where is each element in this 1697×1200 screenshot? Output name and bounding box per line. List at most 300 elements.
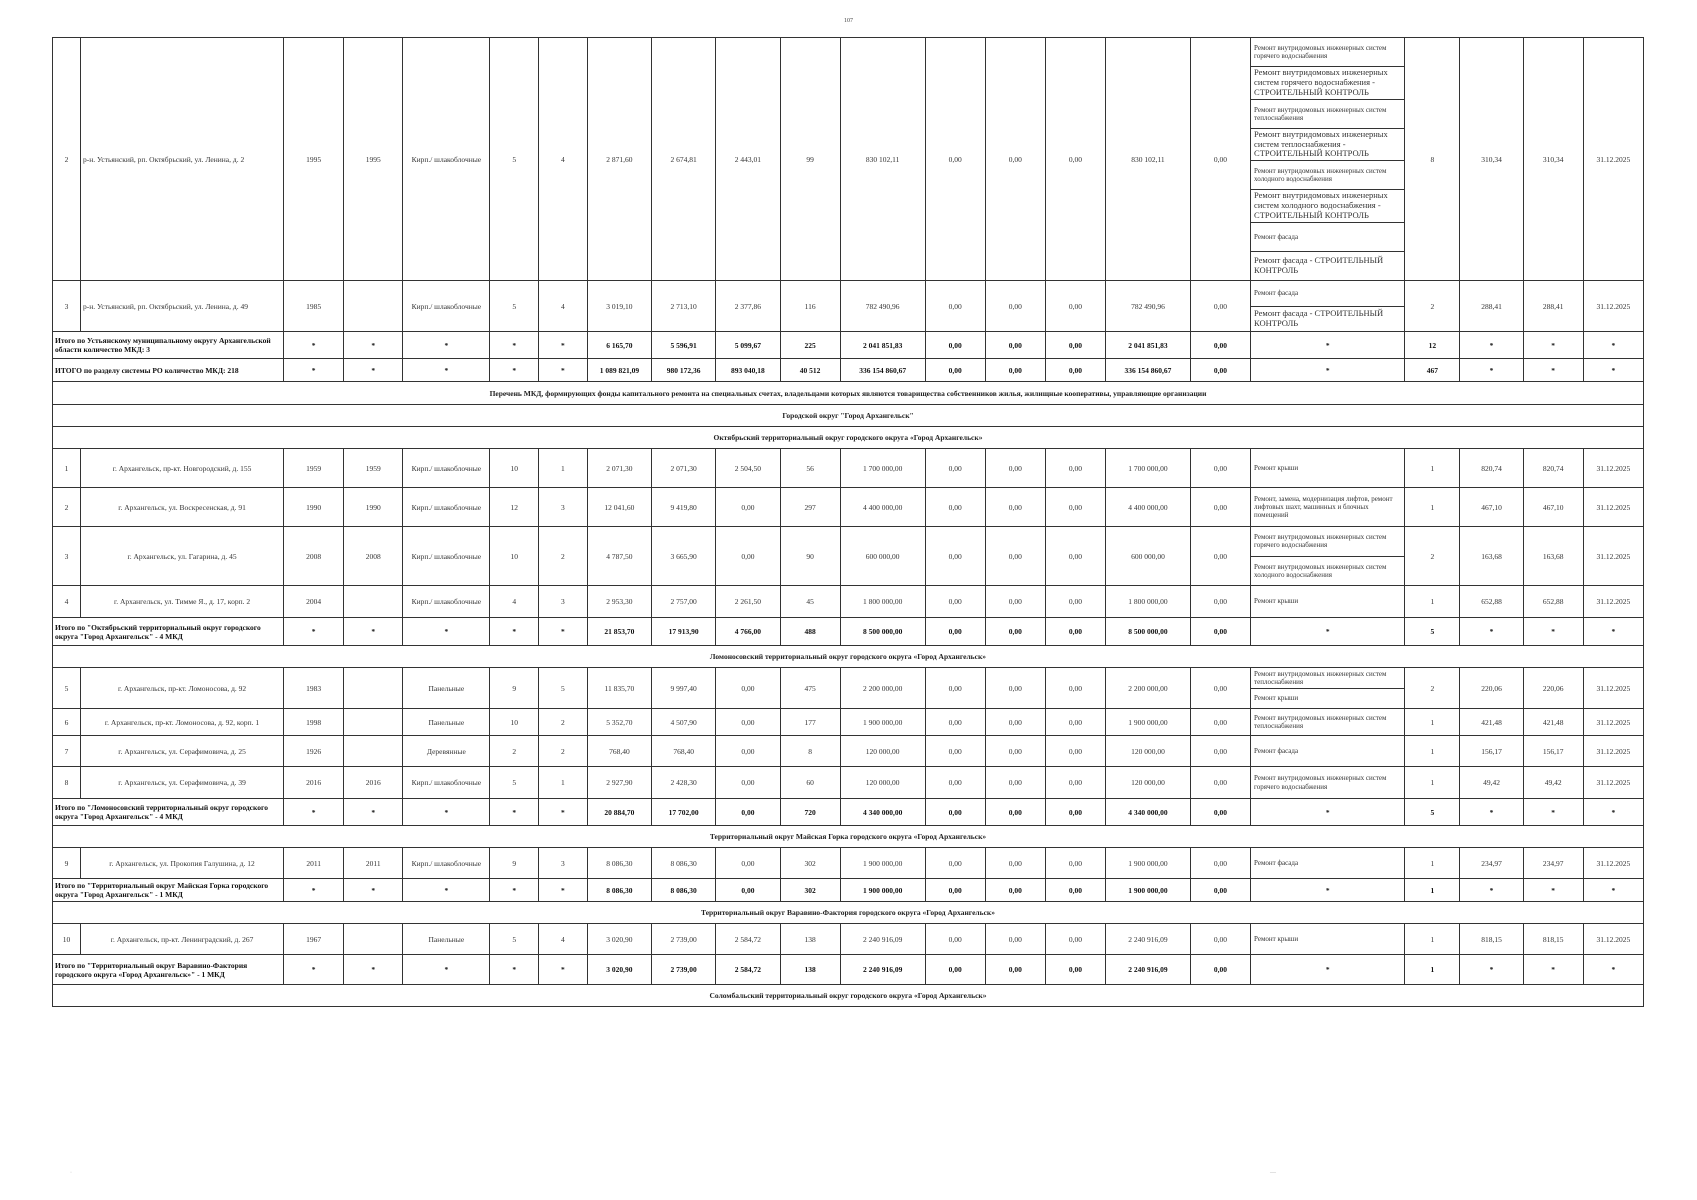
total-work-count: 1 xyxy=(1405,955,1460,985)
cell-area-premises: 2 674,81 xyxy=(652,38,716,281)
cell-address: г. Архангельск, пр-кт. Ломоносова, д. 92, корп. 1 xyxy=(80,709,283,736)
cell-year-built: 1967 xyxy=(284,924,344,955)
total-c2: 0,00 xyxy=(985,332,1045,359)
total-c4: 0,00 xyxy=(1190,879,1250,902)
cell-unit-cost: 310,34 xyxy=(1460,38,1523,281)
cell-c1: 0,00 xyxy=(925,848,985,879)
work-item: Ремонт внутридомовых инженерных систем теплоснабжения xyxy=(1254,713,1387,730)
cell-cost-total: 1 900 000,00 xyxy=(840,709,925,736)
cell-works xyxy=(1251,709,1405,736)
cell-c3: 0,00 xyxy=(1045,709,1105,736)
total-placeholder: * xyxy=(1583,879,1643,902)
cell-residents: 8 xyxy=(780,736,840,767)
total-cost-total: 336 154 860,67 xyxy=(840,359,925,382)
cell-c4: 0,00 xyxy=(1190,586,1250,618)
total-work-count: 467 xyxy=(1405,359,1460,382)
total-c3: 0,00 xyxy=(1045,618,1105,646)
cell-entrances: 3 xyxy=(539,488,588,527)
cell-c3: 0,00 xyxy=(1045,767,1105,799)
cell-total-area: 5 352,70 xyxy=(587,709,651,736)
cell-n: 1 xyxy=(53,449,81,488)
total-c4: 0,00 xyxy=(1190,618,1250,646)
total-placeholder: * xyxy=(539,618,588,646)
total-placeholder: * xyxy=(1523,359,1583,382)
work-item: Ремонт внутридомовых инженерных систем теплоснабжения xyxy=(1251,100,1404,129)
cell-deadline: 31.12.2025 xyxy=(1583,488,1643,527)
cell-residents: 99 xyxy=(780,38,840,281)
works-list xyxy=(1251,586,1404,617)
table-row xyxy=(53,449,1644,488)
cell-total-area: 768,40 xyxy=(587,736,651,767)
total-c2: 0,00 xyxy=(985,799,1045,826)
cell-max-cost: 288,41 xyxy=(1523,281,1583,332)
cell-entrances: 5 xyxy=(539,668,588,709)
cell-residents: 302 xyxy=(780,848,840,879)
cell-c2: 0,00 xyxy=(985,527,1045,586)
table-row xyxy=(53,668,1644,709)
cell-n: 6 xyxy=(53,709,81,736)
cell-cost-owners: 1 900 000,00 xyxy=(1105,709,1190,736)
cell-residents: 116 xyxy=(780,281,840,332)
cell-area-premises: 2 428,30 xyxy=(652,767,716,799)
cell-n: 2 xyxy=(53,488,81,527)
cell-cost-owners: 4 400 000,00 xyxy=(1105,488,1190,527)
section-title: Октябрьский территориальный округ городского округа «Город Архангельск» xyxy=(53,427,1644,449)
total-cost-total: 4 340 000,00 xyxy=(840,799,925,826)
cell-c3: 0,00 xyxy=(1045,736,1105,767)
total-area-residential: 0,00 xyxy=(716,799,780,826)
total-residents: 302 xyxy=(780,879,840,902)
cell-residents: 90 xyxy=(780,527,840,586)
cell-unit-cost: 421,48 xyxy=(1460,709,1523,736)
cell-area-premises: 2 713,10 xyxy=(652,281,716,332)
cell-c1: 0,00 xyxy=(925,488,985,527)
total-residents: 225 xyxy=(780,332,840,359)
cell-c3: 0,00 xyxy=(1045,449,1105,488)
work-item: Ремонт внутридомовых инженерных систем горячего водоснабжения - СТРОИТЕЛЬНЫЙ КОНТРОЛЬ xyxy=(1251,67,1404,99)
cell-residents: 45 xyxy=(780,586,840,618)
total-placeholder: * xyxy=(539,799,588,826)
cell-total-area: 2 071,30 xyxy=(587,449,651,488)
total-placeholder: * xyxy=(344,332,403,359)
total-cost-total: 2 041 851,83 xyxy=(840,332,925,359)
section-header xyxy=(53,382,1644,405)
cell-year-built: 1985 xyxy=(284,281,344,332)
cell-c1: 0,00 xyxy=(925,767,985,799)
cell-max-cost: 818,15 xyxy=(1523,924,1583,955)
section-title: Городской округ "Город Архангельск" xyxy=(53,405,1644,427)
cell-floors: 10 xyxy=(490,527,539,586)
cell-max-cost: 421,48 xyxy=(1523,709,1583,736)
work-item: Ремонт внутридомовых инженерных систем холодного водоснабжения - СТРОИТЕЛЬНЫЙ КОНТРОЛЬ xyxy=(1251,190,1404,222)
total-total-area: 6 165,70 xyxy=(587,332,651,359)
cell-address: г. Архангельск, пр-кт. Ломоносова, д. 92 xyxy=(80,668,283,709)
cell-floors: 12 xyxy=(490,488,539,527)
table-row xyxy=(53,38,1644,281)
total-placeholder: * xyxy=(1460,799,1523,826)
total-label: Итого по "Территориальный округ Майская Горка городского округа "Город Архангельск" - 1 МКД xyxy=(53,879,284,902)
cell-address: г. Архангельск, ул. Гагарина, д. 45 xyxy=(80,527,283,586)
cell-floors: 5 xyxy=(490,924,539,955)
total-placeholder: * xyxy=(539,955,588,985)
section-header xyxy=(53,405,1644,427)
cell-total-area: 2 871,60 xyxy=(587,38,651,281)
work-item: Ремонт фасада xyxy=(1254,858,1299,867)
table-row xyxy=(53,848,1644,879)
total-placeholder: * xyxy=(1583,332,1643,359)
cell-c2: 0,00 xyxy=(985,767,1045,799)
cell-max-cost: 156,17 xyxy=(1523,736,1583,767)
cell-material: Кирп./ шлакоблочные xyxy=(403,488,490,527)
works-list xyxy=(1251,488,1404,526)
total-area-residential: 0,00 xyxy=(716,879,780,902)
cell-n: 3 xyxy=(53,527,81,586)
total-placeholder: * xyxy=(284,955,344,985)
total-placeholder: * xyxy=(539,359,588,382)
work-item: Ремонт фасада xyxy=(1254,746,1299,755)
table-row xyxy=(53,586,1644,618)
cell-c2: 0,00 xyxy=(985,924,1045,955)
total-residents: 40 512 xyxy=(780,359,840,382)
cell-year-built: 1995 xyxy=(284,38,344,281)
total-work-count: 12 xyxy=(1405,332,1460,359)
works-list xyxy=(1251,767,1404,798)
cell-material: Кирп./ шлакоблочные xyxy=(403,38,490,281)
cell-unit-cost: 220,06 xyxy=(1460,668,1523,709)
section-title: Территориальный округ Варавино-Фактория городского округа «Город Архангельск» xyxy=(53,902,1644,924)
cell-work-count: 1 xyxy=(1405,709,1460,736)
cell-n: 3 xyxy=(53,281,81,332)
cell-c1: 0,00 xyxy=(925,281,985,332)
section-header xyxy=(53,985,1644,1007)
table-row xyxy=(53,281,1644,332)
cell-cost-owners: 1 800 000,00 xyxy=(1105,586,1190,618)
cell-year-commissioned xyxy=(344,736,403,767)
cell-cost-owners: 782 490,96 xyxy=(1105,281,1190,332)
work-item: Ремонт крыши xyxy=(1254,597,1299,606)
total-total-area: 21 853,70 xyxy=(587,618,651,646)
cell-max-cost: 220,06 xyxy=(1523,668,1583,709)
total-placeholder: * xyxy=(490,955,539,985)
works-list xyxy=(1251,281,1404,331)
cell-material: Кирп./ шлакоблочные xyxy=(403,767,490,799)
cell-area-residential: 0,00 xyxy=(716,668,780,709)
total-placeholder: * xyxy=(539,332,588,359)
total-label: Итого по "Ломоносовский территориальный округ городского округа "Город Архангельск" - 4 МКД xyxy=(53,799,284,826)
cell-works xyxy=(1251,767,1405,799)
cell-area-residential: 0,00 xyxy=(716,527,780,586)
total-placeholder: * xyxy=(284,799,344,826)
total-placeholder: * xyxy=(344,879,403,902)
total-placeholder: * xyxy=(1460,332,1523,359)
total-placeholder: * xyxy=(490,359,539,382)
cell-c4: 0,00 xyxy=(1190,527,1250,586)
total-label: Итого по "Территориальный округ Варавино-Фактория городского округа «Город Архангельск»" - 1 МКД xyxy=(53,955,284,985)
cell-cost-total: 830 102,11 xyxy=(840,38,925,281)
total-area-premises: 17 702,00 xyxy=(652,799,716,826)
cell-works xyxy=(1251,38,1405,281)
cell-c2: 0,00 xyxy=(985,488,1045,527)
total-placeholder: * xyxy=(1251,955,1405,985)
cell-cost-total: 782 490,96 xyxy=(840,281,925,332)
cell-year-commissioned xyxy=(344,709,403,736)
table-row xyxy=(53,924,1644,955)
total-cost-owners: 8 500 000,00 xyxy=(1105,618,1190,646)
work-item: Ремонт внутридомовых инженерных систем теплоснабжения xyxy=(1251,668,1404,689)
table-row xyxy=(53,767,1644,799)
total-placeholder: * xyxy=(1523,618,1583,646)
total-c4: 0,00 xyxy=(1190,955,1250,985)
cell-n: 2 xyxy=(53,38,81,281)
total-placeholder: * xyxy=(1460,955,1523,985)
cell-area-premises: 9 419,80 xyxy=(652,488,716,527)
cell-c1: 0,00 xyxy=(925,38,985,281)
cell-year-built: 2008 xyxy=(284,527,344,586)
cell-works xyxy=(1251,527,1405,586)
total-cost-total: 8 500 000,00 xyxy=(840,618,925,646)
total-c4: 0,00 xyxy=(1190,332,1250,359)
total-area-residential: 5 099,67 xyxy=(716,332,780,359)
cell-n: 10 xyxy=(53,924,81,955)
total-placeholder: * xyxy=(284,359,344,382)
cell-c4: 0,00 xyxy=(1190,709,1250,736)
cell-area-residential: 0,00 xyxy=(716,488,780,527)
cell-unit-cost: 818,15 xyxy=(1460,924,1523,955)
cell-work-count: 2 xyxy=(1405,281,1460,332)
cell-material: Панельные xyxy=(403,668,490,709)
cell-area-premises: 768,40 xyxy=(652,736,716,767)
cell-floors: 10 xyxy=(490,449,539,488)
cell-area-premises: 4 507,90 xyxy=(652,709,716,736)
cell-n: 7 xyxy=(53,736,81,767)
cell-c2: 0,00 xyxy=(985,449,1045,488)
cell-area-premises: 2 757,00 xyxy=(652,586,716,618)
works-list xyxy=(1251,668,1404,708)
total-area-premises: 980 172,36 xyxy=(652,359,716,382)
cell-entrances: 4 xyxy=(539,38,588,281)
cell-cost-owners: 120 000,00 xyxy=(1105,767,1190,799)
cell-works xyxy=(1251,848,1405,879)
total-residents: 488 xyxy=(780,618,840,646)
total-cost-total: 2 240 916,09 xyxy=(840,955,925,985)
cell-deadline: 31.12.2025 xyxy=(1583,848,1643,879)
cell-year-commissioned xyxy=(344,668,403,709)
total-c1: 0,00 xyxy=(925,955,985,985)
cell-cost-owners: 1 700 000,00 xyxy=(1105,449,1190,488)
cell-work-count: 1 xyxy=(1405,848,1460,879)
cell-floors: 9 xyxy=(490,668,539,709)
total-placeholder: * xyxy=(539,879,588,902)
work-item: Ремонт внутридомовых инженерных систем горячего водоснабжения xyxy=(1251,527,1404,557)
cell-n: 8 xyxy=(53,767,81,799)
total-c3: 0,00 xyxy=(1045,879,1105,902)
total-area-premises: 17 913,90 xyxy=(652,618,716,646)
cell-c4: 0,00 xyxy=(1190,848,1250,879)
cell-work-count: 1 xyxy=(1405,488,1460,527)
cell-cost-total: 600 000,00 xyxy=(840,527,925,586)
cell-year-commissioned: 2011 xyxy=(344,848,403,879)
cell-work-count: 1 xyxy=(1405,586,1460,618)
cell-total-area: 12 041,60 xyxy=(587,488,651,527)
cell-year-commissioned: 2016 xyxy=(344,767,403,799)
cell-material: Панельные xyxy=(403,709,490,736)
cell-area-premises: 3 665,90 xyxy=(652,527,716,586)
total-area-premises: 8 086,30 xyxy=(652,879,716,902)
total-placeholder: * xyxy=(490,799,539,826)
total-area-residential: 893 040,18 xyxy=(716,359,780,382)
cell-floors: 2 xyxy=(490,736,539,767)
total-placeholder: * xyxy=(490,879,539,902)
cell-year-built: 1983 xyxy=(284,668,344,709)
total-total-area: 1 089 821,09 xyxy=(587,359,651,382)
total-c1: 0,00 xyxy=(925,618,985,646)
cell-deadline: 31.12.2025 xyxy=(1583,924,1643,955)
cell-entrances: 3 xyxy=(539,848,588,879)
works-list xyxy=(1251,848,1404,878)
cell-year-commissioned xyxy=(344,586,403,618)
cell-area-residential: 0,00 xyxy=(716,767,780,799)
section-header xyxy=(53,427,1644,449)
cell-deadline: 31.12.2025 xyxy=(1583,736,1643,767)
cell-area-residential: 0,00 xyxy=(716,848,780,879)
cell-year-commissioned: 2008 xyxy=(344,527,403,586)
total-c1: 0,00 xyxy=(925,332,985,359)
cell-entrances: 1 xyxy=(539,449,588,488)
cell-material: Кирп./ шлакоблочные xyxy=(403,449,490,488)
total-placeholder: * xyxy=(1251,359,1405,382)
total-row xyxy=(53,955,1644,985)
cell-c4: 0,00 xyxy=(1190,488,1250,527)
cell-work-count: 1 xyxy=(1405,736,1460,767)
capital-repair-table xyxy=(52,37,1644,1007)
cell-cost-owners: 1 900 000,00 xyxy=(1105,848,1190,879)
scan-mark-left: · xyxy=(70,1170,72,1176)
cell-floors: 5 xyxy=(490,38,539,281)
cell-cost-owners: 120 000,00 xyxy=(1105,736,1190,767)
cell-area-premises: 8 086,30 xyxy=(652,848,716,879)
cell-cost-owners: 830 102,11 xyxy=(1105,38,1190,281)
cell-floors: 5 xyxy=(490,767,539,799)
cell-c1: 0,00 xyxy=(925,736,985,767)
cell-residents: 475 xyxy=(780,668,840,709)
cell-n: 9 xyxy=(53,848,81,879)
total-placeholder: * xyxy=(403,618,490,646)
cell-total-area: 3 019,10 xyxy=(587,281,651,332)
cell-address: г. Архангельск, ул. Тимме Я., д. 17, корп. 2 xyxy=(80,586,283,618)
total-c2: 0,00 xyxy=(985,955,1045,985)
total-c3: 0,00 xyxy=(1045,359,1105,382)
cell-material: Кирп./ шлакоблочные xyxy=(403,527,490,586)
scan-mark-right: — xyxy=(1270,1170,1276,1176)
cell-material: Панельные xyxy=(403,924,490,955)
total-placeholder: * xyxy=(284,618,344,646)
total-placeholder: * xyxy=(284,879,344,902)
total-total-area: 3 020,90 xyxy=(587,955,651,985)
cell-material: Кирп./ шлакоблочные xyxy=(403,848,490,879)
works-list xyxy=(1251,924,1404,954)
cell-year-built: 1926 xyxy=(284,736,344,767)
total-cost-owners: 1 900 000,00 xyxy=(1105,879,1190,902)
cell-c2: 0,00 xyxy=(985,736,1045,767)
cell-floors: 5 xyxy=(490,281,539,332)
cell-c2: 0,00 xyxy=(985,38,1045,281)
cell-c1: 0,00 xyxy=(925,527,985,586)
total-residents: 720 xyxy=(780,799,840,826)
cell-year-built: 1998 xyxy=(284,709,344,736)
cell-total-area: 11 835,70 xyxy=(587,668,651,709)
cell-work-count: 8 xyxy=(1405,38,1460,281)
cell-year-built: 1990 xyxy=(284,488,344,527)
total-placeholder: * xyxy=(344,799,403,826)
works-list xyxy=(1251,38,1404,280)
total-c4: 0,00 xyxy=(1190,799,1250,826)
cell-address: г. Архангельск, пр-кт. Новгородский, д. 155 xyxy=(80,449,283,488)
section-title: Перечень МКД, формирующих фонды капитального ремонта на специальных счетах, владельцами которых являются товарищества собственников жилья, жилищные кооперативы, управляющие организации xyxy=(53,382,1644,405)
cell-year-built: 2016 xyxy=(284,767,344,799)
cell-c2: 0,00 xyxy=(985,586,1045,618)
total-placeholder: * xyxy=(403,879,490,902)
total-placeholder: * xyxy=(1460,618,1523,646)
cell-cost-total: 120 000,00 xyxy=(840,767,925,799)
cell-cost-total: 1 700 000,00 xyxy=(840,449,925,488)
total-placeholder: * xyxy=(403,955,490,985)
cell-address: г. Архангельск, ул. Серафимовича, д. 25 xyxy=(80,736,283,767)
cell-c2: 0,00 xyxy=(985,848,1045,879)
total-work-count: 1 xyxy=(1405,879,1460,902)
work-item: Ремонт внутридомовых инженерных систем холодного водоснабжения xyxy=(1251,161,1404,190)
cell-n: 5 xyxy=(53,668,81,709)
total-c1: 0,00 xyxy=(925,359,985,382)
cell-c4: 0,00 xyxy=(1190,668,1250,709)
total-row xyxy=(53,332,1644,359)
cell-work-count: 1 xyxy=(1405,449,1460,488)
total-cost-owners: 4 340 000,00 xyxy=(1105,799,1190,826)
total-placeholder: * xyxy=(344,618,403,646)
work-item: Ремонт внутридомовых инженерных систем теплоснабжения - СТРОИТЕЛЬНЫЙ КОНТРОЛЬ xyxy=(1251,129,1404,161)
cell-floors: 4 xyxy=(490,586,539,618)
cell-address: г. Архангельск, ул. Прокопия Галушина, д. 12 xyxy=(80,848,283,879)
total-placeholder: * xyxy=(344,955,403,985)
cell-unit-cost: 820,74 xyxy=(1460,449,1523,488)
cell-area-residential: 0,00 xyxy=(716,736,780,767)
total-cost-total: 1 900 000,00 xyxy=(840,879,925,902)
total-area-residential: 4 766,00 xyxy=(716,618,780,646)
cell-work-count: 1 xyxy=(1405,767,1460,799)
work-item: Ремонт крыши xyxy=(1254,463,1299,472)
cell-max-cost: 163,68 xyxy=(1523,527,1583,586)
section-header xyxy=(53,826,1644,848)
cell-work-count: 2 xyxy=(1405,527,1460,586)
cell-year-commissioned: 1995 xyxy=(344,38,403,281)
work-item: Ремонт фасада - СТРОИТЕЛЬНЫЙ КОНТРОЛЬ xyxy=(1254,255,1384,275)
cell-address: г. Архангельск, ул. Воскресенская, д. 91 xyxy=(80,488,283,527)
cell-unit-cost: 652,88 xyxy=(1460,586,1523,618)
cell-c3: 0,00 xyxy=(1045,527,1105,586)
cell-year-built: 2011 xyxy=(284,848,344,879)
cell-c1: 0,00 xyxy=(925,449,985,488)
cell-year-commissioned: 1990 xyxy=(344,488,403,527)
total-placeholder: * xyxy=(403,799,490,826)
cell-c2: 0,00 xyxy=(985,709,1045,736)
total-row xyxy=(53,799,1644,826)
total-c2: 0,00 xyxy=(985,618,1045,646)
cell-area-residential: 2 584,72 xyxy=(716,924,780,955)
work-item: Ремонт внутридомовых инженерных систем холодного водоснабжения xyxy=(1254,562,1387,579)
work-item: Ремонт крыши xyxy=(1254,694,1299,703)
cell-c3: 0,00 xyxy=(1045,848,1105,879)
cell-works xyxy=(1251,668,1405,709)
cell-work-count: 2 xyxy=(1405,668,1460,709)
